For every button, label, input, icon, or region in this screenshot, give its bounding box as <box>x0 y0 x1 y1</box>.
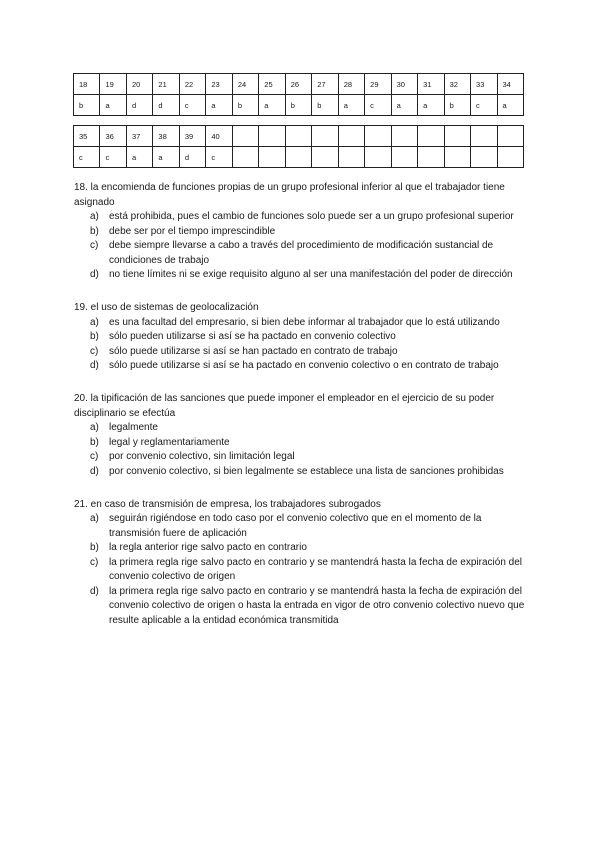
question-number-cell: 37 <box>126 126 152 147</box>
answer-cell: c <box>74 147 100 168</box>
answer-cell: c <box>100 147 126 168</box>
options-list <box>74 512 526 628</box>
option-text: sólo pueden utilizarse si así se ha pactado en convenio colectivo <box>109 331 396 342</box>
option-letter: b) <box>90 542 99 553</box>
answer-cell <box>312 147 338 168</box>
options-list <box>74 421 526 479</box>
option-text: la primera regla rige salvo pacto en contrario y se mantendrá hasta la fecha de expiración del convenio colectivo de origen <box>109 556 523 582</box>
answer-cell <box>391 147 417 168</box>
question-number-cell: 18 <box>74 74 100 95</box>
question-number-cell: 29 <box>365 74 391 95</box>
answer-key-answers-row <box>74 147 524 168</box>
question-number-cell: 36 <box>100 126 126 147</box>
question-number-cell <box>312 126 338 147</box>
question-text: 19. el uso de sistemas de geolocalización <box>74 302 259 313</box>
question-number-cell <box>365 126 391 147</box>
option-text: legal y reglamentariamente <box>109 436 230 448</box>
option-d <box>90 465 526 480</box>
option-text: debe ser por el tiempo imprescindible <box>109 225 276 237</box>
question-number-cell <box>285 126 311 147</box>
question-number-cell: 40 <box>206 126 232 147</box>
question-number-cell: 30 <box>391 74 417 95</box>
question-text: 20. la tipificación de las sanciones que puede imponer el empleador en el ejercicio de su poder disciplinario se efectúa <box>74 393 495 419</box>
answer-cell <box>471 147 497 168</box>
question-number-cell <box>391 126 417 147</box>
question-number-cell: 39 <box>179 126 205 147</box>
question-number-cell: 19 <box>100 74 126 95</box>
question-number-cell <box>471 126 497 147</box>
option-text: está prohibida, pues el cambio de funciones solo puede ser a un grupo profesional superior <box>109 211 514 222</box>
option-b <box>90 225 526 240</box>
option-text: legalmente <box>109 422 158 433</box>
answer-cell: c <box>471 95 497 116</box>
option-letter: b) <box>90 225 99 237</box>
answer-cell <box>232 147 258 168</box>
answer-cell <box>418 147 444 168</box>
option-letter: c) <box>90 240 99 251</box>
options-list <box>74 210 526 283</box>
question-number-cell: 21 <box>153 74 179 95</box>
option-text: la regla anterior rige salvo pacto en contrario <box>109 542 307 553</box>
option-a <box>90 316 526 331</box>
answer-cell: c <box>365 95 391 116</box>
option-letter: c) <box>90 451 99 462</box>
answer-cell: b <box>312 95 338 116</box>
option-letter: b) <box>90 331 99 342</box>
option-text: la primera regla rige salvo pacto en contrario y se mantendrá hasta la fecha de expiración del convenio colectivo de origen o hasta la entrada en vigor de otro convenio colectivo nuevo que resulte aplicable a la entidad económica transmitida <box>109 585 525 626</box>
question-number-cell: 22 <box>179 74 205 95</box>
answer-key-table-2 <box>73 125 524 168</box>
answer-key-numbers-row <box>74 74 524 95</box>
option-c <box>90 450 526 465</box>
option-text: sólo puede utilizarse si así se han pactado en contrato de trabajo <box>109 345 398 357</box>
answer-cell: c <box>206 147 232 168</box>
answer-cell: c <box>179 95 205 116</box>
answer-key-table-1 <box>73 73 524 116</box>
question-20 <box>74 392 526 479</box>
question-number-cell <box>444 126 470 147</box>
answer-cell: d <box>153 95 179 116</box>
option-text: no tiene límites ni se exige requisito alguno al ser una manifestación del poder de dirección <box>109 269 513 280</box>
question-number-cell: 35 <box>74 126 100 147</box>
option-letter: a) <box>90 422 99 433</box>
option-b <box>90 330 526 345</box>
option-letter: d) <box>90 360 99 371</box>
option-a <box>90 421 526 436</box>
question-21 <box>74 498 526 629</box>
question-number-cell: 27 <box>312 74 338 95</box>
answer-cell: b <box>232 95 258 116</box>
question-number-cell <box>338 126 364 147</box>
answer-cell: b <box>444 95 470 116</box>
question-text: 21. en caso de transmisión de empresa, los trabajadores subrogados <box>74 498 381 510</box>
question-number-cell: 34 <box>497 74 524 95</box>
answer-cell: b <box>74 95 100 116</box>
option-d <box>90 359 526 374</box>
question-number-cell: 28 <box>338 74 364 95</box>
question-18 <box>74 181 526 283</box>
option-c <box>90 345 526 360</box>
answer-cell: a <box>418 95 444 116</box>
question-number-cell: 24 <box>232 74 258 95</box>
answer-cell <box>497 147 524 168</box>
answer-cell: b <box>285 95 311 116</box>
option-letter: a) <box>90 211 99 222</box>
option-c <box>90 239 526 268</box>
option-letter: a) <box>90 513 99 524</box>
options-list <box>74 316 526 374</box>
answer-cell: a <box>497 95 524 116</box>
option-a <box>90 512 526 541</box>
option-letter: b) <box>90 436 99 448</box>
answer-cell: d <box>179 147 205 168</box>
question-number-cell: 32 <box>444 74 470 95</box>
option-text: es una facultad del empresario, si bien debe informar al trabajador que lo está utilizando <box>109 316 500 328</box>
question-number-cell <box>259 126 285 147</box>
option-b <box>90 541 526 556</box>
option-text: seguirán rigiéndose en todo caso por el convenio colectivo que en el momento de la transmisión fuere de aplicación <box>109 513 482 539</box>
answer-key-numbers-row <box>74 126 524 147</box>
answer-cell: a <box>259 95 285 116</box>
question-text: 18. la encomienda de funciones propias de un grupo profesional inferior al que el trabajador tiene asignado <box>74 182 505 208</box>
option-letter: d) <box>90 585 99 597</box>
answer-cell: a <box>206 95 232 116</box>
answer-cell <box>365 147 391 168</box>
questions-list <box>74 181 526 647</box>
answer-cell: d <box>126 95 152 116</box>
answer-cell: a <box>126 147 152 168</box>
option-text: sólo puede utilizarse si así se ha pactado en convenio colectivo o en contrato de trabajo <box>109 360 499 371</box>
question-number-cell <box>232 126 258 147</box>
answer-cell: a <box>153 147 179 168</box>
option-a <box>90 210 526 225</box>
question-number-cell: 20 <box>126 74 152 95</box>
question-number-cell: 23 <box>206 74 232 95</box>
answer-key-answers-row <box>74 95 524 116</box>
answer-cell <box>285 147 311 168</box>
option-letter: d) <box>90 269 99 280</box>
option-d <box>90 585 526 629</box>
answer-cell: a <box>338 95 364 116</box>
option-d <box>90 268 526 283</box>
option-text: por convenio colectivo, si bien legalmente se establece una lista de sanciones prohibidas <box>109 465 504 477</box>
answer-cell <box>444 147 470 168</box>
option-b <box>90 436 526 451</box>
option-letter: c) <box>90 556 99 568</box>
answer-cell: a <box>100 95 126 116</box>
answer-cell <box>338 147 364 168</box>
answer-cell: a <box>391 95 417 116</box>
question-number-cell <box>418 126 444 147</box>
option-letter: a) <box>90 316 99 328</box>
question-number-cell: 26 <box>285 74 311 95</box>
answer-cell <box>259 147 285 168</box>
question-19 <box>74 301 526 374</box>
option-letter: d) <box>90 465 99 477</box>
question-number-cell: 31 <box>418 74 444 95</box>
option-c <box>90 556 526 585</box>
question-number-cell: 25 <box>259 74 285 95</box>
option-text: por convenio colectivo, sin limitación legal <box>109 451 295 462</box>
question-number-cell: 33 <box>471 74 497 95</box>
option-letter: c) <box>90 345 99 357</box>
question-number-cell <box>497 126 524 147</box>
option-text: debe siempre llevarse a cabo a través del procedimiento de modificación sustancial de condiciones de trabajo <box>109 240 494 266</box>
question-number-cell: 38 <box>153 126 179 147</box>
